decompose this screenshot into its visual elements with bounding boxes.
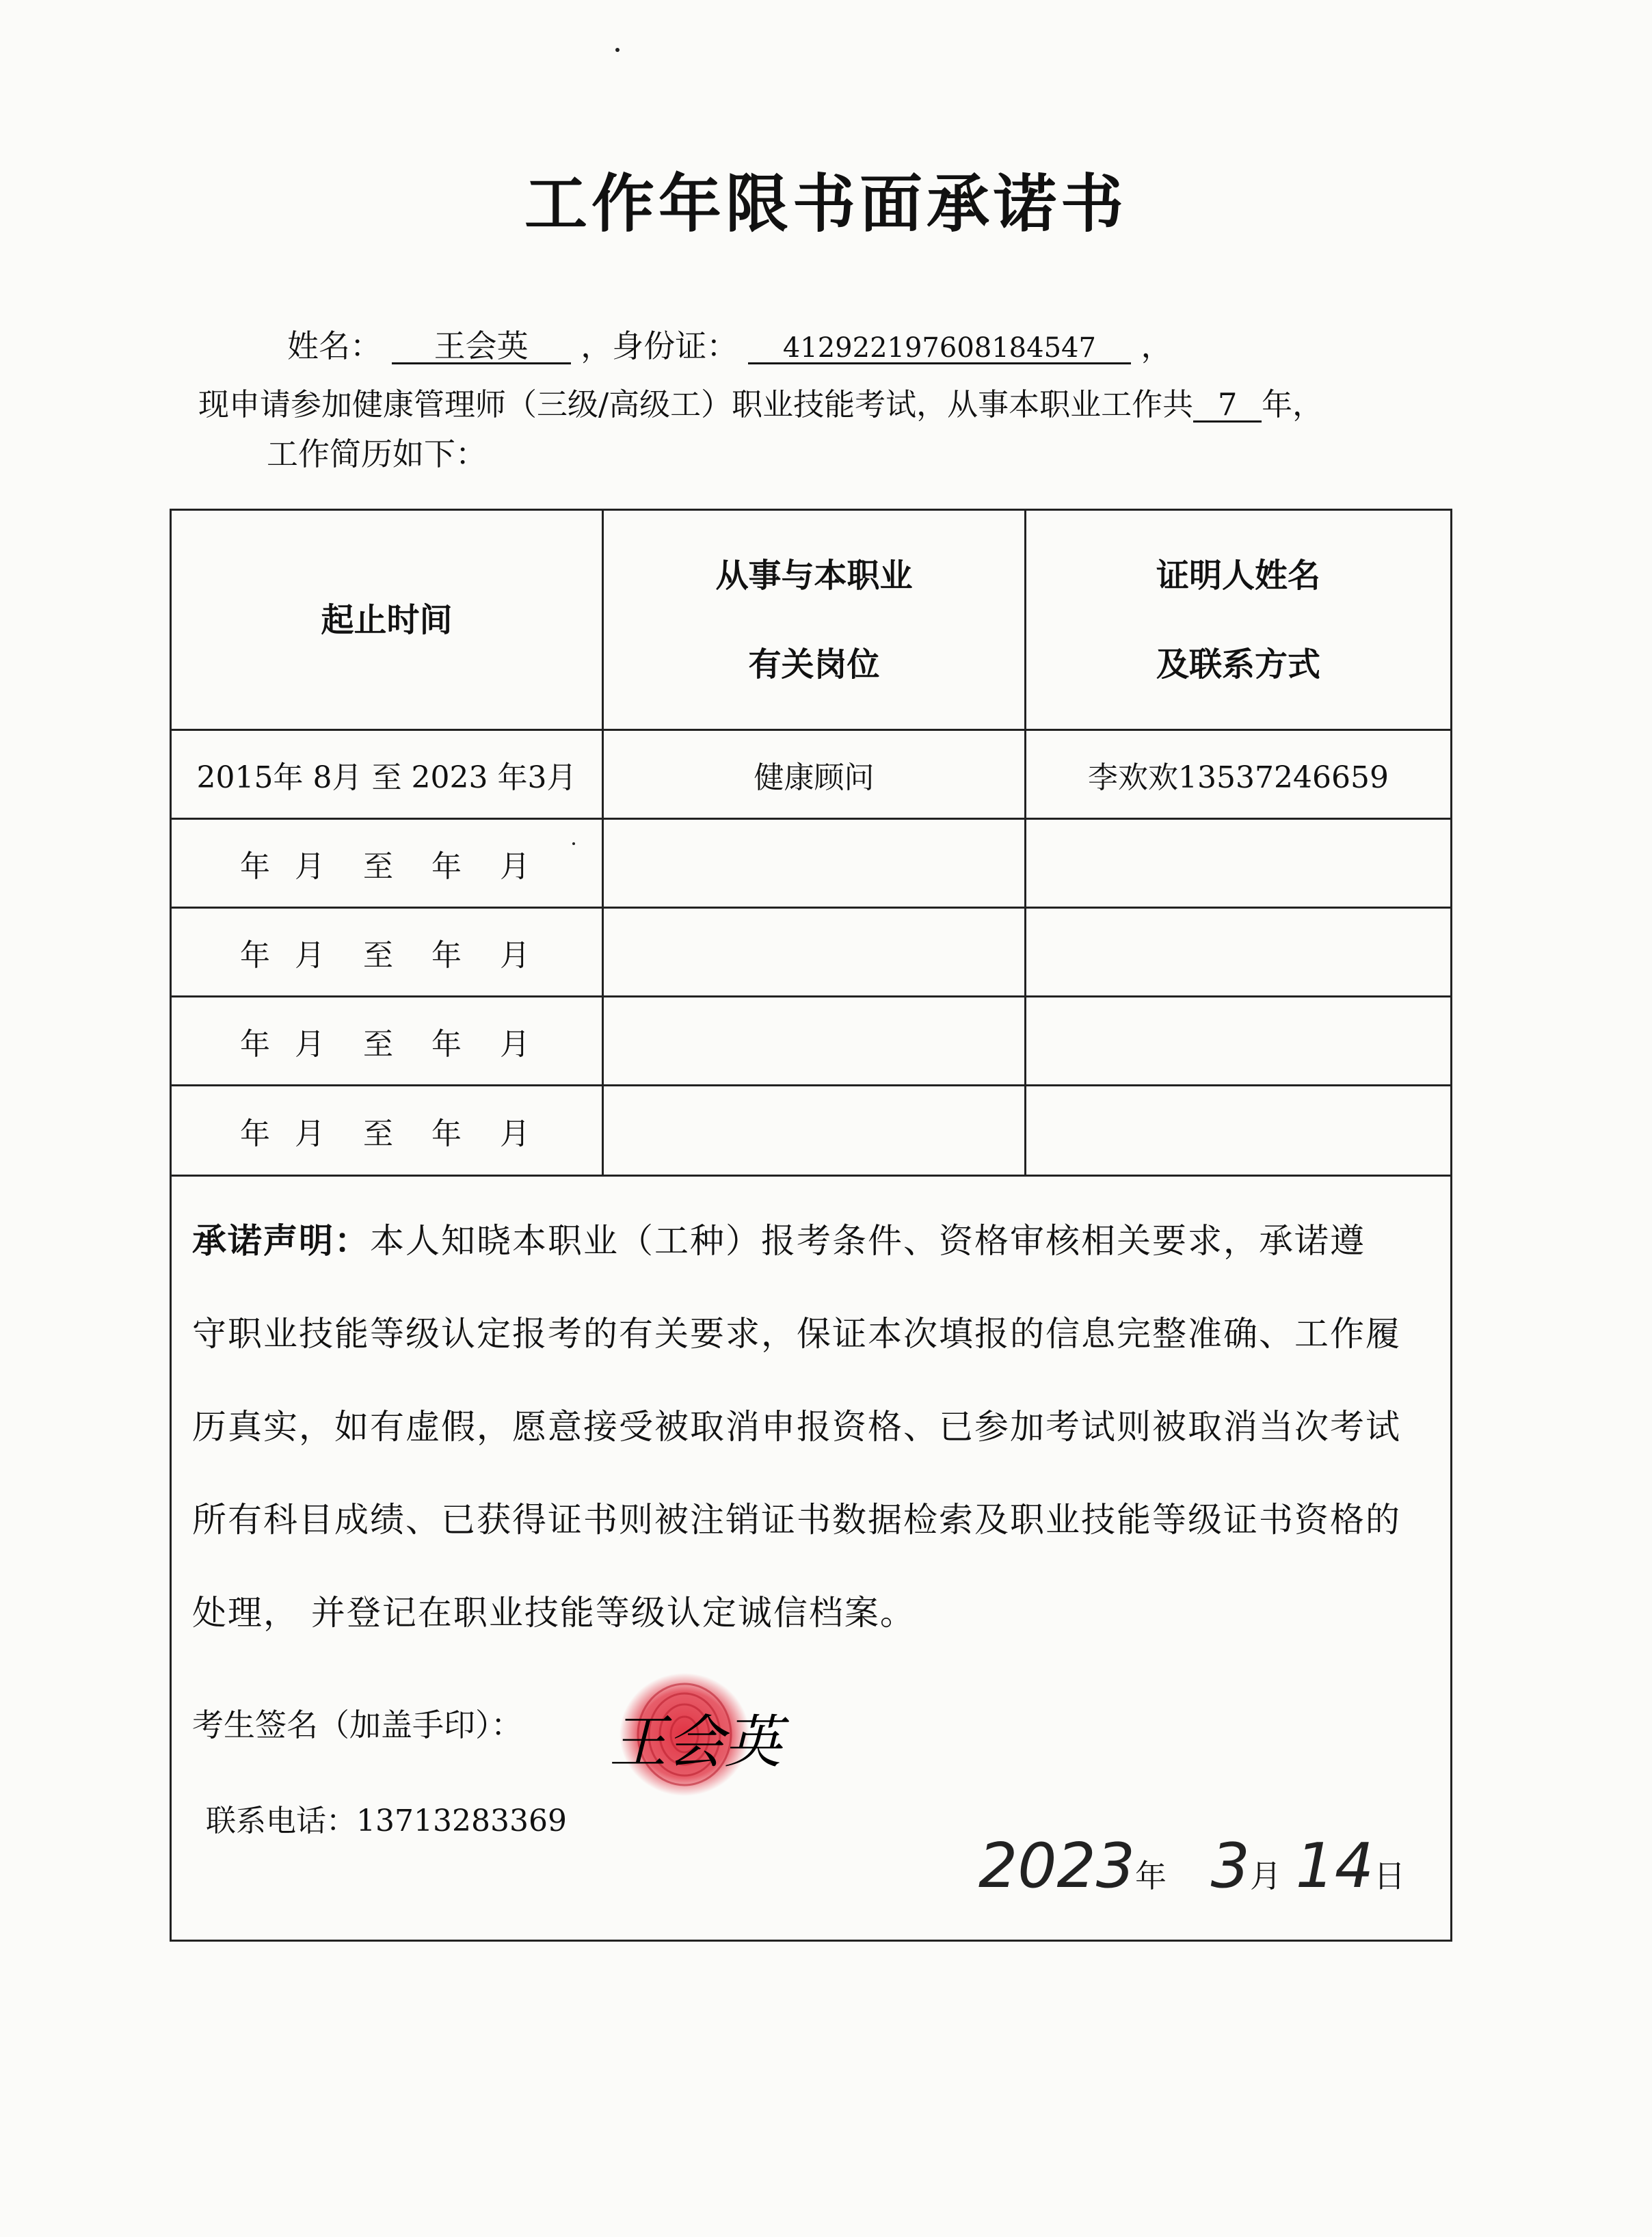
document-title: 工作年限书面承诺书 bbox=[524, 168, 1128, 241]
id-field: 412922197608184547 bbox=[748, 334, 1131, 364]
header-witness: 证明人姓名 及联系方式 bbox=[1156, 556, 1320, 684]
years-suffix: 年， bbox=[1262, 386, 1324, 423]
position-cell bbox=[604, 1086, 1026, 1175]
witness-cell: 李欢欢13537246659 bbox=[1088, 760, 1389, 795]
phone-value: 13713283369 bbox=[356, 1804, 567, 1838]
date-day: 14 bbox=[1295, 1830, 1374, 1902]
years-field: 7 bbox=[1193, 388, 1262, 423]
date-year: 2023 bbox=[978, 1830, 1136, 1902]
table-header-row bbox=[172, 511, 1450, 731]
pledge-label: 承诺声明 bbox=[192, 1221, 334, 1261]
table-row bbox=[172, 731, 1450, 820]
header-position: 从事与本职业 有关岗位 bbox=[604, 511, 1026, 729]
id-suffix: ， bbox=[1141, 327, 1173, 364]
witness-cell bbox=[1026, 997, 1450, 1084]
position-cell bbox=[604, 820, 1026, 907]
intro-line-2: 工作简历如下： bbox=[267, 436, 487, 472]
table-row bbox=[172, 909, 1450, 997]
intro-text: 现申请参加健康管理师（三级/高级工）职业技能考试，从事本职业工作共 bbox=[198, 386, 1194, 423]
period-cell: 年 月 至 年 月 bbox=[172, 909, 604, 995]
table-row bbox=[172, 997, 1450, 1086]
date-month: 3 bbox=[1210, 1830, 1250, 1902]
intro-line-1 bbox=[198, 379, 1323, 424]
witness-cell bbox=[1026, 1086, 1450, 1175]
phone-label: 联系电话： bbox=[206, 1804, 356, 1838]
pledge-statement: 承诺声明：本人知晓本职业（工种）报考条件、资格审核相关要求，承诺遵 守职业技能等级认定报考的有关要求，保证本次填报的信息完整准确、工作履 历真实，如有虚假，愿意接受被取消申报资格、已参加考试则被取消当次考试 所有科目成绩、已获得证书则被注销证书数据检索及职业技能等级证书资格的 处理， 并登记在职业技能等级认定诚信档案。 bbox=[192, 1221, 1401, 1633]
applicant-line bbox=[287, 321, 1173, 366]
work-history-form bbox=[170, 509, 1452, 1942]
period-cell: 2015年 8月 至 2023 年3月 bbox=[172, 731, 604, 818]
scan-speck bbox=[615, 48, 620, 52]
signing-date: 2023年 3月 14日 bbox=[978, 1830, 1406, 1902]
scan-speck bbox=[572, 842, 575, 845]
name-field: 王会英 bbox=[392, 330, 571, 364]
signature-with-fingerprint bbox=[582, 1666, 910, 1803]
period-cell: 年 月 至 年 月 bbox=[172, 997, 604, 1084]
position-cell bbox=[604, 997, 1026, 1084]
witness-cell bbox=[1026, 909, 1450, 995]
witness-cell bbox=[1026, 820, 1450, 907]
handwritten-name: 王会英 bbox=[609, 1709, 782, 1776]
contact-phone bbox=[206, 1796, 567, 1840]
position-cell: 健康顾问 bbox=[604, 731, 1026, 818]
signature-label: 考生签名（加盖手印）： bbox=[192, 1706, 522, 1743]
period-cell: 年 月 至 年 月 bbox=[172, 1086, 604, 1175]
table-row bbox=[172, 1086, 1450, 1177]
period-cell: 年 月 至 年 月 bbox=[172, 820, 604, 907]
table-row bbox=[172, 820, 1450, 909]
position-cell bbox=[604, 909, 1026, 995]
id-label: ，身份证： bbox=[581, 327, 738, 364]
header-period: 起止时间 bbox=[172, 511, 604, 729]
name-label: 姓名： bbox=[287, 327, 382, 364]
